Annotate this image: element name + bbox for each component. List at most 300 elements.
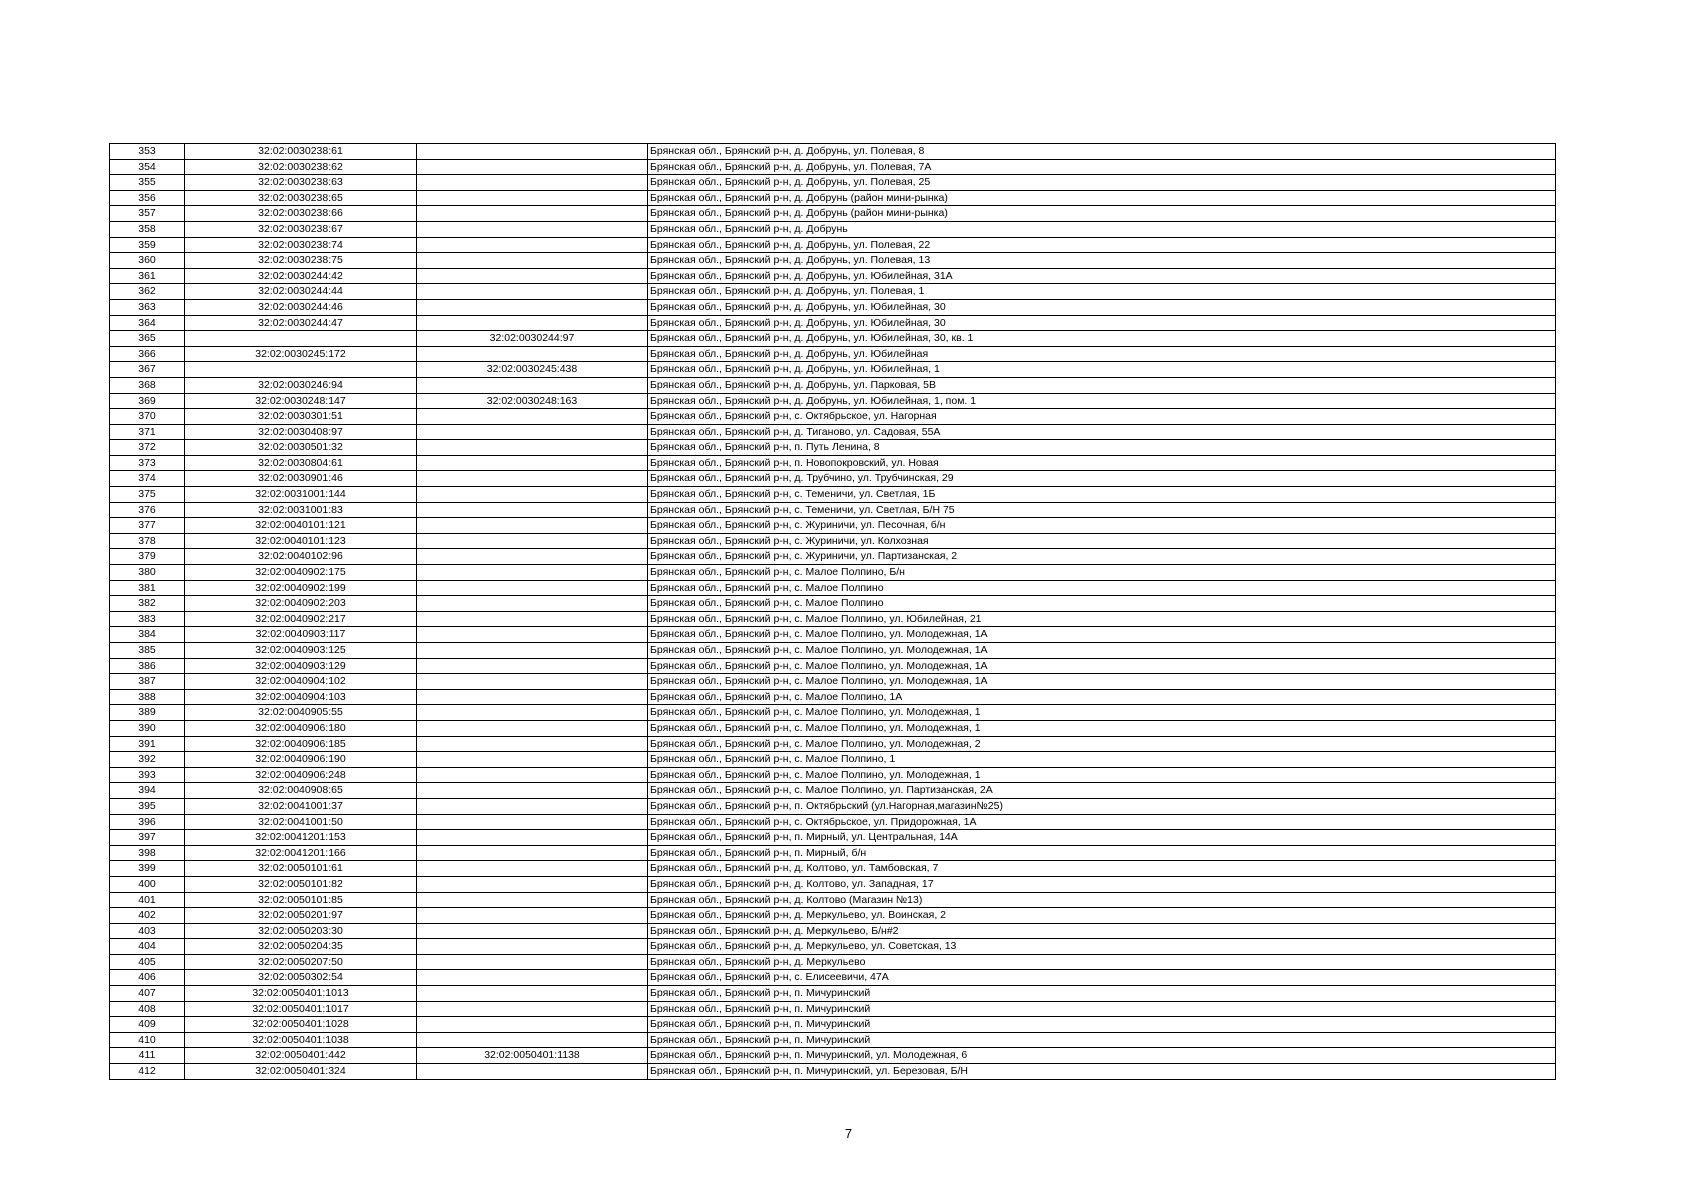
address-cell: Брянская обл., Брянский р-н, с. Малое Полпино, ул. Партизанская, 2А (648, 783, 1556, 799)
row-number-cell: 382 (110, 596, 185, 612)
related-cadastral-number-cell (417, 268, 648, 284)
cadastral-number-cell: 32:02:0030238:63 (185, 175, 417, 191)
row-number-cell: 365 (110, 331, 185, 347)
address-cell: Брянская обл., Брянский р-н, д. Добрунь, ул. Юбилейная, 30 (648, 299, 1556, 315)
table-row (110, 876, 1556, 892)
address-cell: Брянская обл., Брянский р-н, д. Добрунь, ул. Юбилейная, 30, кв. 1 (648, 331, 1556, 347)
address-cell: Брянская обл., Брянский р-н, д. Добрунь (район мини-рынка) (648, 206, 1556, 222)
cadastral-number-cell: 32:02:0030238:62 (185, 159, 417, 175)
table-row (110, 144, 1556, 160)
address-cell: Брянская обл., Брянский р-н, с. Малое Полпино, ул. Юбилейная, 21 (648, 611, 1556, 627)
table-row (110, 487, 1556, 503)
table-row (110, 206, 1556, 222)
related-cadastral-number-cell (417, 315, 648, 331)
related-cadastral-number-cell (417, 970, 648, 986)
row-number-cell: 359 (110, 237, 185, 253)
cadastral-number-cell: 32:02:0030301:51 (185, 409, 417, 425)
row-number-cell: 386 (110, 658, 185, 674)
cadastral-number-cell: 32:02:0040906:190 (185, 752, 417, 768)
row-number-cell: 391 (110, 736, 185, 752)
related-cadastral-number-cell (417, 1017, 648, 1033)
row-number-cell: 397 (110, 830, 185, 846)
related-cadastral-number-cell (417, 908, 648, 924)
row-number-cell: 376 (110, 502, 185, 518)
table-row (110, 643, 1556, 659)
related-cadastral-number-cell (417, 736, 648, 752)
cadastral-number-cell: 32:02:0040903:129 (185, 658, 417, 674)
row-number-cell: 354 (110, 159, 185, 175)
address-cell: Брянская обл., Брянский р-н, с. Малое Полпино, ул. Молодежная, 1А (648, 643, 1556, 659)
row-number-cell: 380 (110, 565, 185, 581)
cadastral-number-cell: 32:02:0050302:54 (185, 970, 417, 986)
related-cadastral-number-cell: 32:02:0030248:163 (417, 393, 648, 409)
table-row (110, 611, 1556, 627)
row-number-cell: 362 (110, 284, 185, 300)
address-cell: Брянская обл., Брянский р-н, д. Меркульево, ул. Советская, 13 (648, 939, 1556, 955)
address-cell: Брянская обл., Брянский р-н, с. Журиничи, ул. Песочная, б/н (648, 518, 1556, 534)
table-row (110, 580, 1556, 596)
cadastral-number-cell: 32:02:0050201:97 (185, 908, 417, 924)
related-cadastral-number-cell (417, 221, 648, 237)
address-cell: Брянская обл., Брянский р-н, с. Октябрьское, ул. Придорожная, 1А (648, 814, 1556, 830)
row-number-cell: 383 (110, 611, 185, 627)
address-cell: Брянская обл., Брянский р-н, д. Колтово, ул. Тамбовская, 7 (648, 861, 1556, 877)
table-row (110, 674, 1556, 690)
related-cadastral-number-cell (417, 565, 648, 581)
row-number-cell: 394 (110, 783, 185, 799)
address-cell: Брянская обл., Брянский р-н, д. Колтово (Магазин №13) (648, 892, 1556, 908)
address-cell: Брянская обл., Брянский р-н, п. Мичуринский (648, 1001, 1556, 1017)
related-cadastral-number-cell (417, 954, 648, 970)
row-number-cell: 401 (110, 892, 185, 908)
row-number-cell: 405 (110, 954, 185, 970)
cadastral-number-cell: 32:02:0050401:1028 (185, 1017, 417, 1033)
cadastral-number-cell: 32:02:0040902:217 (185, 611, 417, 627)
address-cell: Брянская обл., Брянский р-н, д. Колтово, ул. Западная, 17 (648, 876, 1556, 892)
related-cadastral-number-cell (417, 1032, 648, 1048)
related-cadastral-number-cell (417, 253, 648, 269)
table-row (110, 736, 1556, 752)
address-cell: Брянская обл., Брянский р-н, с. Малое Полпино, 1 (648, 752, 1556, 768)
cadastral-number-cell: 32:02:0040908:65 (185, 783, 417, 799)
cadastral-number-cell: 32:02:0030248:147 (185, 393, 417, 409)
related-cadastral-number-cell (417, 596, 648, 612)
row-number-cell: 355 (110, 175, 185, 191)
cadastral-number-cell: 32:02:0040906:180 (185, 720, 417, 736)
table-row (110, 440, 1556, 456)
cadastral-number-cell: 32:02:0050401:1013 (185, 986, 417, 1002)
table-row (110, 845, 1556, 861)
address-cell: Брянская обл., Брянский р-н, с. Малое Полпино (648, 596, 1556, 612)
address-cell: Брянская обл., Брянский р-н, д. Тиганово, ул. Садовая, 55А (648, 424, 1556, 440)
cadastral-number-cell: 32:02:0050401:1038 (185, 1032, 417, 1048)
table-row (110, 689, 1556, 705)
related-cadastral-number-cell (417, 409, 648, 425)
row-number-cell: 390 (110, 720, 185, 736)
table-row (110, 954, 1556, 970)
cadastral-number-cell: 32:02:0040902:203 (185, 596, 417, 612)
table-row (110, 627, 1556, 643)
address-cell: Брянская обл., Брянский р-н, с. Октябрьское, ул. Нагорная (648, 409, 1556, 425)
table-row (110, 783, 1556, 799)
row-number-cell: 406 (110, 970, 185, 986)
address-cell: Брянская обл., Брянский р-н, п. Мирный, ул. Центральная, 14А (648, 830, 1556, 846)
cadastral-number-cell: 32:02:0050101:82 (185, 876, 417, 892)
address-cell: Брянская обл., Брянский р-н, д. Добрунь, ул. Полевая, 7А (648, 159, 1556, 175)
table-row (110, 923, 1556, 939)
address-cell: Брянская обл., Брянский р-н, с. Малое Полпино, ул. Молодежная, 1 (648, 705, 1556, 721)
address-cell: Брянская обл., Брянский р-н, п. Мичуринский (648, 986, 1556, 1002)
cadastral-number-cell: 32:02:0041201:166 (185, 845, 417, 861)
row-number-cell: 361 (110, 268, 185, 284)
table-row (110, 1017, 1556, 1033)
cadastral-number-cell: 32:02:0040904:103 (185, 689, 417, 705)
row-number-cell: 412 (110, 1064, 185, 1080)
related-cadastral-number-cell (417, 580, 648, 596)
address-cell: Брянская обл., Брянский р-н, д. Меркульево, Б/н#2 (648, 923, 1556, 939)
table-row (110, 1048, 1556, 1064)
row-number-cell: 373 (110, 455, 185, 471)
table-row (110, 986, 1556, 1002)
related-cadastral-number-cell (417, 674, 648, 690)
row-number-cell: 358 (110, 221, 185, 237)
address-cell: Брянская обл., Брянский р-н, п. Мичуринский, ул. Березовая, Б/Н (648, 1064, 1556, 1080)
address-cell: Брянская обл., Брянский р-н, с. Малое Полпино (648, 580, 1556, 596)
related-cadastral-number-cell (417, 549, 648, 565)
related-cadastral-number-cell (417, 689, 648, 705)
table-row (110, 1064, 1556, 1080)
address-cell: Брянская обл., Брянский р-н, с. Малое Полпино, ул. Молодежная, 1А (648, 674, 1556, 690)
cadastral-number-cell: 32:02:0041001:50 (185, 814, 417, 830)
row-number-cell: 366 (110, 346, 185, 362)
address-cell: Брянская обл., Брянский р-н, с. Журиничи, ул. Партизанская, 2 (648, 549, 1556, 565)
row-number-cell: 393 (110, 767, 185, 783)
cadastral-number-cell: 32:02:0050401:442 (185, 1048, 417, 1064)
cadastral-number-cell: 32:02:0050207:50 (185, 954, 417, 970)
cadastral-number-cell: 32:02:0040903:125 (185, 643, 417, 659)
row-number-cell: 403 (110, 923, 185, 939)
table-row (110, 767, 1556, 783)
related-cadastral-number-cell (417, 284, 648, 300)
table-row (110, 549, 1556, 565)
related-cadastral-number-cell (417, 783, 648, 799)
related-cadastral-number-cell (417, 487, 648, 503)
table-row (110, 299, 1556, 315)
property-table-body (110, 144, 1556, 1080)
table-row (110, 533, 1556, 549)
cadastral-number-cell: 32:02:0030238:75 (185, 253, 417, 269)
table-row (110, 159, 1556, 175)
related-cadastral-number-cell (417, 923, 648, 939)
address-cell: Брянская обл., Брянский р-н, д. Добрунь, ул. Полевая, 13 (648, 253, 1556, 269)
property-table (109, 143, 1556, 1080)
cadastral-number-cell: 32:02:0050204:35 (185, 939, 417, 955)
cadastral-number-cell: 32:02:0040101:123 (185, 533, 417, 549)
table-row (110, 393, 1556, 409)
address-cell: Брянская обл., Брянский р-н, с. Малое Полпино, ул. Молодежная, 2 (648, 736, 1556, 752)
cadastral-number-cell (185, 362, 417, 378)
address-cell: Брянская обл., Брянский р-н, с. Малое Полпино, ул. Молодежная, 1 (648, 767, 1556, 783)
row-number-cell: 356 (110, 190, 185, 206)
table-row (110, 221, 1556, 237)
table-row (110, 471, 1556, 487)
table-row (110, 908, 1556, 924)
cadastral-number-cell: 32:02:0030238:61 (185, 144, 417, 160)
address-cell: Брянская обл., Брянский р-н, п. Мичуринский (648, 1017, 1556, 1033)
table-row (110, 720, 1556, 736)
address-cell: Брянская обл., Брянский р-н, д. Трубчино, ул. Трубчинская, 29 (648, 471, 1556, 487)
row-number-cell: 379 (110, 549, 185, 565)
cadastral-number-cell: 32:02:0041201:153 (185, 830, 417, 846)
related-cadastral-number-cell (417, 455, 648, 471)
row-number-cell: 404 (110, 939, 185, 955)
table-row (110, 596, 1556, 612)
table-row (110, 268, 1556, 284)
address-cell: Брянская обл., Брянский р-н, д. Добрунь (район мини-рынка) (648, 190, 1556, 206)
cadastral-number-cell: 32:02:0050401:1017 (185, 1001, 417, 1017)
cadastral-number-cell: 32:02:0040101:121 (185, 518, 417, 534)
address-cell: Брянская обл., Брянский р-н, с. Малое Полпино, 1А (648, 689, 1556, 705)
row-number-cell: 372 (110, 440, 185, 456)
address-cell: Брянская обл., Брянский р-н, п. Новопокровский, ул. Новая (648, 455, 1556, 471)
cadastral-number-cell: 32:02:0041001:37 (185, 798, 417, 814)
cadastral-number-cell: 32:02:0030238:67 (185, 221, 417, 237)
table-row (110, 1001, 1556, 1017)
table-row (110, 315, 1556, 331)
related-cadastral-number-cell (417, 471, 648, 487)
related-cadastral-number-cell (417, 814, 648, 830)
table-row (110, 861, 1556, 877)
address-cell: Брянская обл., Брянский р-н, с. Журиничи, ул. Колхозная (648, 533, 1556, 549)
row-number-cell: 399 (110, 861, 185, 877)
cadastral-number-cell: 32:02:0040902:175 (185, 565, 417, 581)
address-cell: Брянская обл., Брянский р-н, д. Добрунь, ул. Полевая, 22 (648, 237, 1556, 253)
row-number-cell: 387 (110, 674, 185, 690)
address-cell: Брянская обл., Брянский р-н, с. Малое Полпино, ул. Молодежная, 1А (648, 658, 1556, 674)
cadastral-number-cell: 32:02:0040902:199 (185, 580, 417, 596)
related-cadastral-number-cell (417, 440, 648, 456)
address-cell: Брянская обл., Брянский р-н, д. Добрунь, ул. Юбилейная, 31А (648, 268, 1556, 284)
table-row (110, 705, 1556, 721)
cadastral-number-cell: 32:02:0050101:61 (185, 861, 417, 877)
related-cadastral-number-cell (417, 611, 648, 627)
row-number-cell: 360 (110, 253, 185, 269)
related-cadastral-number-cell (417, 845, 648, 861)
cadastral-number-cell: 32:02:0030245:172 (185, 346, 417, 362)
table-row (110, 1032, 1556, 1048)
cadastral-number-cell: 32:02:0050401:324 (185, 1064, 417, 1080)
row-number-cell: 357 (110, 206, 185, 222)
related-cadastral-number-cell (417, 424, 648, 440)
row-number-cell: 377 (110, 518, 185, 534)
address-cell: Брянская обл., Брянский р-н, д. Добрунь, ул. Юбилейная (648, 346, 1556, 362)
row-number-cell: 363 (110, 299, 185, 315)
related-cadastral-number-cell (417, 876, 648, 892)
row-number-cell: 389 (110, 705, 185, 721)
address-cell: Брянская обл., Брянский р-н, д. Добрунь, ул. Юбилейная, 30 (648, 315, 1556, 331)
row-number-cell: 396 (110, 814, 185, 830)
related-cadastral-number-cell (417, 767, 648, 783)
address-cell: Брянская обл., Брянский р-н, д. Добрунь (648, 221, 1556, 237)
address-cell: Брянская обл., Брянский р-н, п. Мирный, б/н (648, 845, 1556, 861)
table-row (110, 798, 1556, 814)
row-number-cell: 369 (110, 393, 185, 409)
row-number-cell: 370 (110, 409, 185, 425)
row-number-cell: 395 (110, 798, 185, 814)
related-cadastral-number-cell (417, 658, 648, 674)
related-cadastral-number-cell (417, 892, 648, 908)
table-row (110, 455, 1556, 471)
related-cadastral-number-cell: 32:02:0050401:1138 (417, 1048, 648, 1064)
cadastral-number-cell: 32:02:0050101:85 (185, 892, 417, 908)
related-cadastral-number-cell (417, 175, 648, 191)
cadastral-number-cell: 32:02:0030804:61 (185, 455, 417, 471)
cadastral-number-cell: 32:02:0030244:42 (185, 268, 417, 284)
cadastral-number-cell: 32:02:0031001:144 (185, 487, 417, 503)
related-cadastral-number-cell (417, 986, 648, 1002)
cadastral-number-cell: 32:02:0040905:55 (185, 705, 417, 721)
related-cadastral-number-cell (417, 346, 648, 362)
cadastral-number-cell: 32:02:0030244:46 (185, 299, 417, 315)
cadastral-number-cell: 32:02:0030901:46 (185, 471, 417, 487)
row-number-cell: 368 (110, 377, 185, 393)
address-cell: Брянская обл., Брянский р-н, д. Меркульево (648, 954, 1556, 970)
address-cell: Брянская обл., Брянский р-н, с. Малое Полпино, ул. Молодежная, 1А (648, 627, 1556, 643)
related-cadastral-number-cell (417, 627, 648, 643)
address-cell: Брянская обл., Брянский р-н, д. Добрунь, ул. Полевая, 1 (648, 284, 1556, 300)
table-row (110, 346, 1556, 362)
table-row (110, 409, 1556, 425)
related-cadastral-number-cell (417, 237, 648, 253)
cadastral-number-cell: 32:02:0030244:44 (185, 284, 417, 300)
address-cell: Брянская обл., Брянский р-н, д. Добрунь, ул. Полевая, 25 (648, 175, 1556, 191)
table-row (110, 331, 1556, 347)
related-cadastral-number-cell (417, 190, 648, 206)
row-number-cell: 378 (110, 533, 185, 549)
related-cadastral-number-cell (417, 377, 648, 393)
cadastral-number-cell: 32:02:0030238:74 (185, 237, 417, 253)
address-cell: Брянская обл., Брянский р-н, д. Добрунь, ул. Юбилейная, 1 (648, 362, 1556, 378)
table-row (110, 424, 1556, 440)
row-number-cell: 374 (110, 471, 185, 487)
related-cadastral-number-cell (417, 1064, 648, 1080)
related-cadastral-number-cell (417, 1001, 648, 1017)
table-row (110, 502, 1556, 518)
row-number-cell: 410 (110, 1032, 185, 1048)
table-row (110, 237, 1556, 253)
cadastral-number-cell: 32:02:0040102:96 (185, 549, 417, 565)
cadastral-number-cell: 32:02:0040903:117 (185, 627, 417, 643)
cadastral-number-cell: 32:02:0040906:185 (185, 736, 417, 752)
row-number-cell: 353 (110, 144, 185, 160)
row-number-cell: 398 (110, 845, 185, 861)
cadastral-number-cell: 32:02:0040906:248 (185, 767, 417, 783)
cadastral-number-cell (185, 331, 417, 347)
row-number-cell: 367 (110, 362, 185, 378)
row-number-cell: 408 (110, 1001, 185, 1017)
table-row (110, 658, 1556, 674)
row-number-cell: 407 (110, 986, 185, 1002)
address-cell: Брянская обл., Брянский р-н, с. Теменичи, ул. Светлая, Б/Н 75 (648, 502, 1556, 518)
table-row (110, 175, 1556, 191)
cadastral-number-cell: 32:02:0030246:94 (185, 377, 417, 393)
address-cell: Брянская обл., Брянский р-н, с. Елисеевичи, 47А (648, 970, 1556, 986)
address-cell: Брянская обл., Брянский р-н, д. Добрунь, ул. Парковая, 5В (648, 377, 1556, 393)
table-row (110, 565, 1556, 581)
cadastral-number-cell: 32:02:0030238:66 (185, 206, 417, 222)
row-number-cell: 375 (110, 487, 185, 503)
table-row (110, 970, 1556, 986)
related-cadastral-number-cell (417, 533, 648, 549)
address-cell: Брянская обл., Брянский р-н, д. Добрунь, ул. Полевая, 8 (648, 144, 1556, 160)
address-cell: Брянская обл., Брянский р-н, п. Октябрьский (ул.Нагорная,магазин№25) (648, 798, 1556, 814)
related-cadastral-number-cell (417, 518, 648, 534)
related-cadastral-number-cell (417, 861, 648, 877)
page-number: 7 (844, 1126, 853, 1141)
related-cadastral-number-cell (417, 502, 648, 518)
related-cadastral-number-cell: 32:02:0030244:97 (417, 331, 648, 347)
row-number-cell: 364 (110, 315, 185, 331)
row-number-cell: 392 (110, 752, 185, 768)
cadastral-number-cell: 32:02:0040904:102 (185, 674, 417, 690)
table-row (110, 253, 1556, 269)
table-row (110, 518, 1556, 534)
address-cell: Брянская обл., Брянский р-н, п. Мичуринский (648, 1032, 1556, 1048)
address-cell: Брянская обл., Брянский р-н, с. Малое Полпино, Б/н (648, 565, 1556, 581)
related-cadastral-number-cell (417, 705, 648, 721)
related-cadastral-number-cell (417, 798, 648, 814)
table-row (110, 939, 1556, 955)
table-row (110, 284, 1556, 300)
row-number-cell: 402 (110, 908, 185, 924)
table-row (110, 814, 1556, 830)
related-cadastral-number-cell (417, 206, 648, 222)
row-number-cell: 385 (110, 643, 185, 659)
address-cell: Брянская обл., Брянский р-н, с. Малое Полпино, ул. Молодежная, 1 (648, 720, 1556, 736)
related-cadastral-number-cell (417, 752, 648, 768)
table-row (110, 362, 1556, 378)
row-number-cell: 384 (110, 627, 185, 643)
table-row (110, 892, 1556, 908)
cadastral-number-cell: 32:02:0030238:65 (185, 190, 417, 206)
related-cadastral-number-cell (417, 159, 648, 175)
related-cadastral-number-cell (417, 144, 648, 160)
address-cell: Брянская обл., Брянский р-н, п. Мичуринский, ул. Молодежная, 6 (648, 1048, 1556, 1064)
row-number-cell: 411 (110, 1048, 185, 1064)
row-number-cell: 388 (110, 689, 185, 705)
table-row (110, 752, 1556, 768)
cadastral-number-cell: 32:02:0031001:83 (185, 502, 417, 518)
row-number-cell: 409 (110, 1017, 185, 1033)
related-cadastral-number-cell (417, 720, 648, 736)
related-cadastral-number-cell: 32:02:0030245:438 (417, 362, 648, 378)
cadastral-number-cell: 32:02:0030244:47 (185, 315, 417, 331)
row-number-cell: 400 (110, 876, 185, 892)
address-cell: Брянская обл., Брянский р-н, с. Теменичи, ул. Светлая, 1Б (648, 487, 1556, 503)
related-cadastral-number-cell (417, 299, 648, 315)
address-cell: Брянская обл., Брянский р-н, д. Меркульево, ул. Воинская, 2 (648, 908, 1556, 924)
address-cell: Брянская обл., Брянский р-н, п. Путь Ленина, 8 (648, 440, 1556, 456)
cadastral-number-cell: 32:02:0030408:97 (185, 424, 417, 440)
table-row (110, 830, 1556, 846)
related-cadastral-number-cell (417, 939, 648, 955)
cadastral-number-cell: 32:02:0030501:32 (185, 440, 417, 456)
table-row (110, 190, 1556, 206)
row-number-cell: 371 (110, 424, 185, 440)
related-cadastral-number-cell (417, 830, 648, 846)
row-number-cell: 381 (110, 580, 185, 596)
address-cell: Брянская обл., Брянский р-н, д. Добрунь, ул. Юбилейная, 1, пом. 1 (648, 393, 1556, 409)
